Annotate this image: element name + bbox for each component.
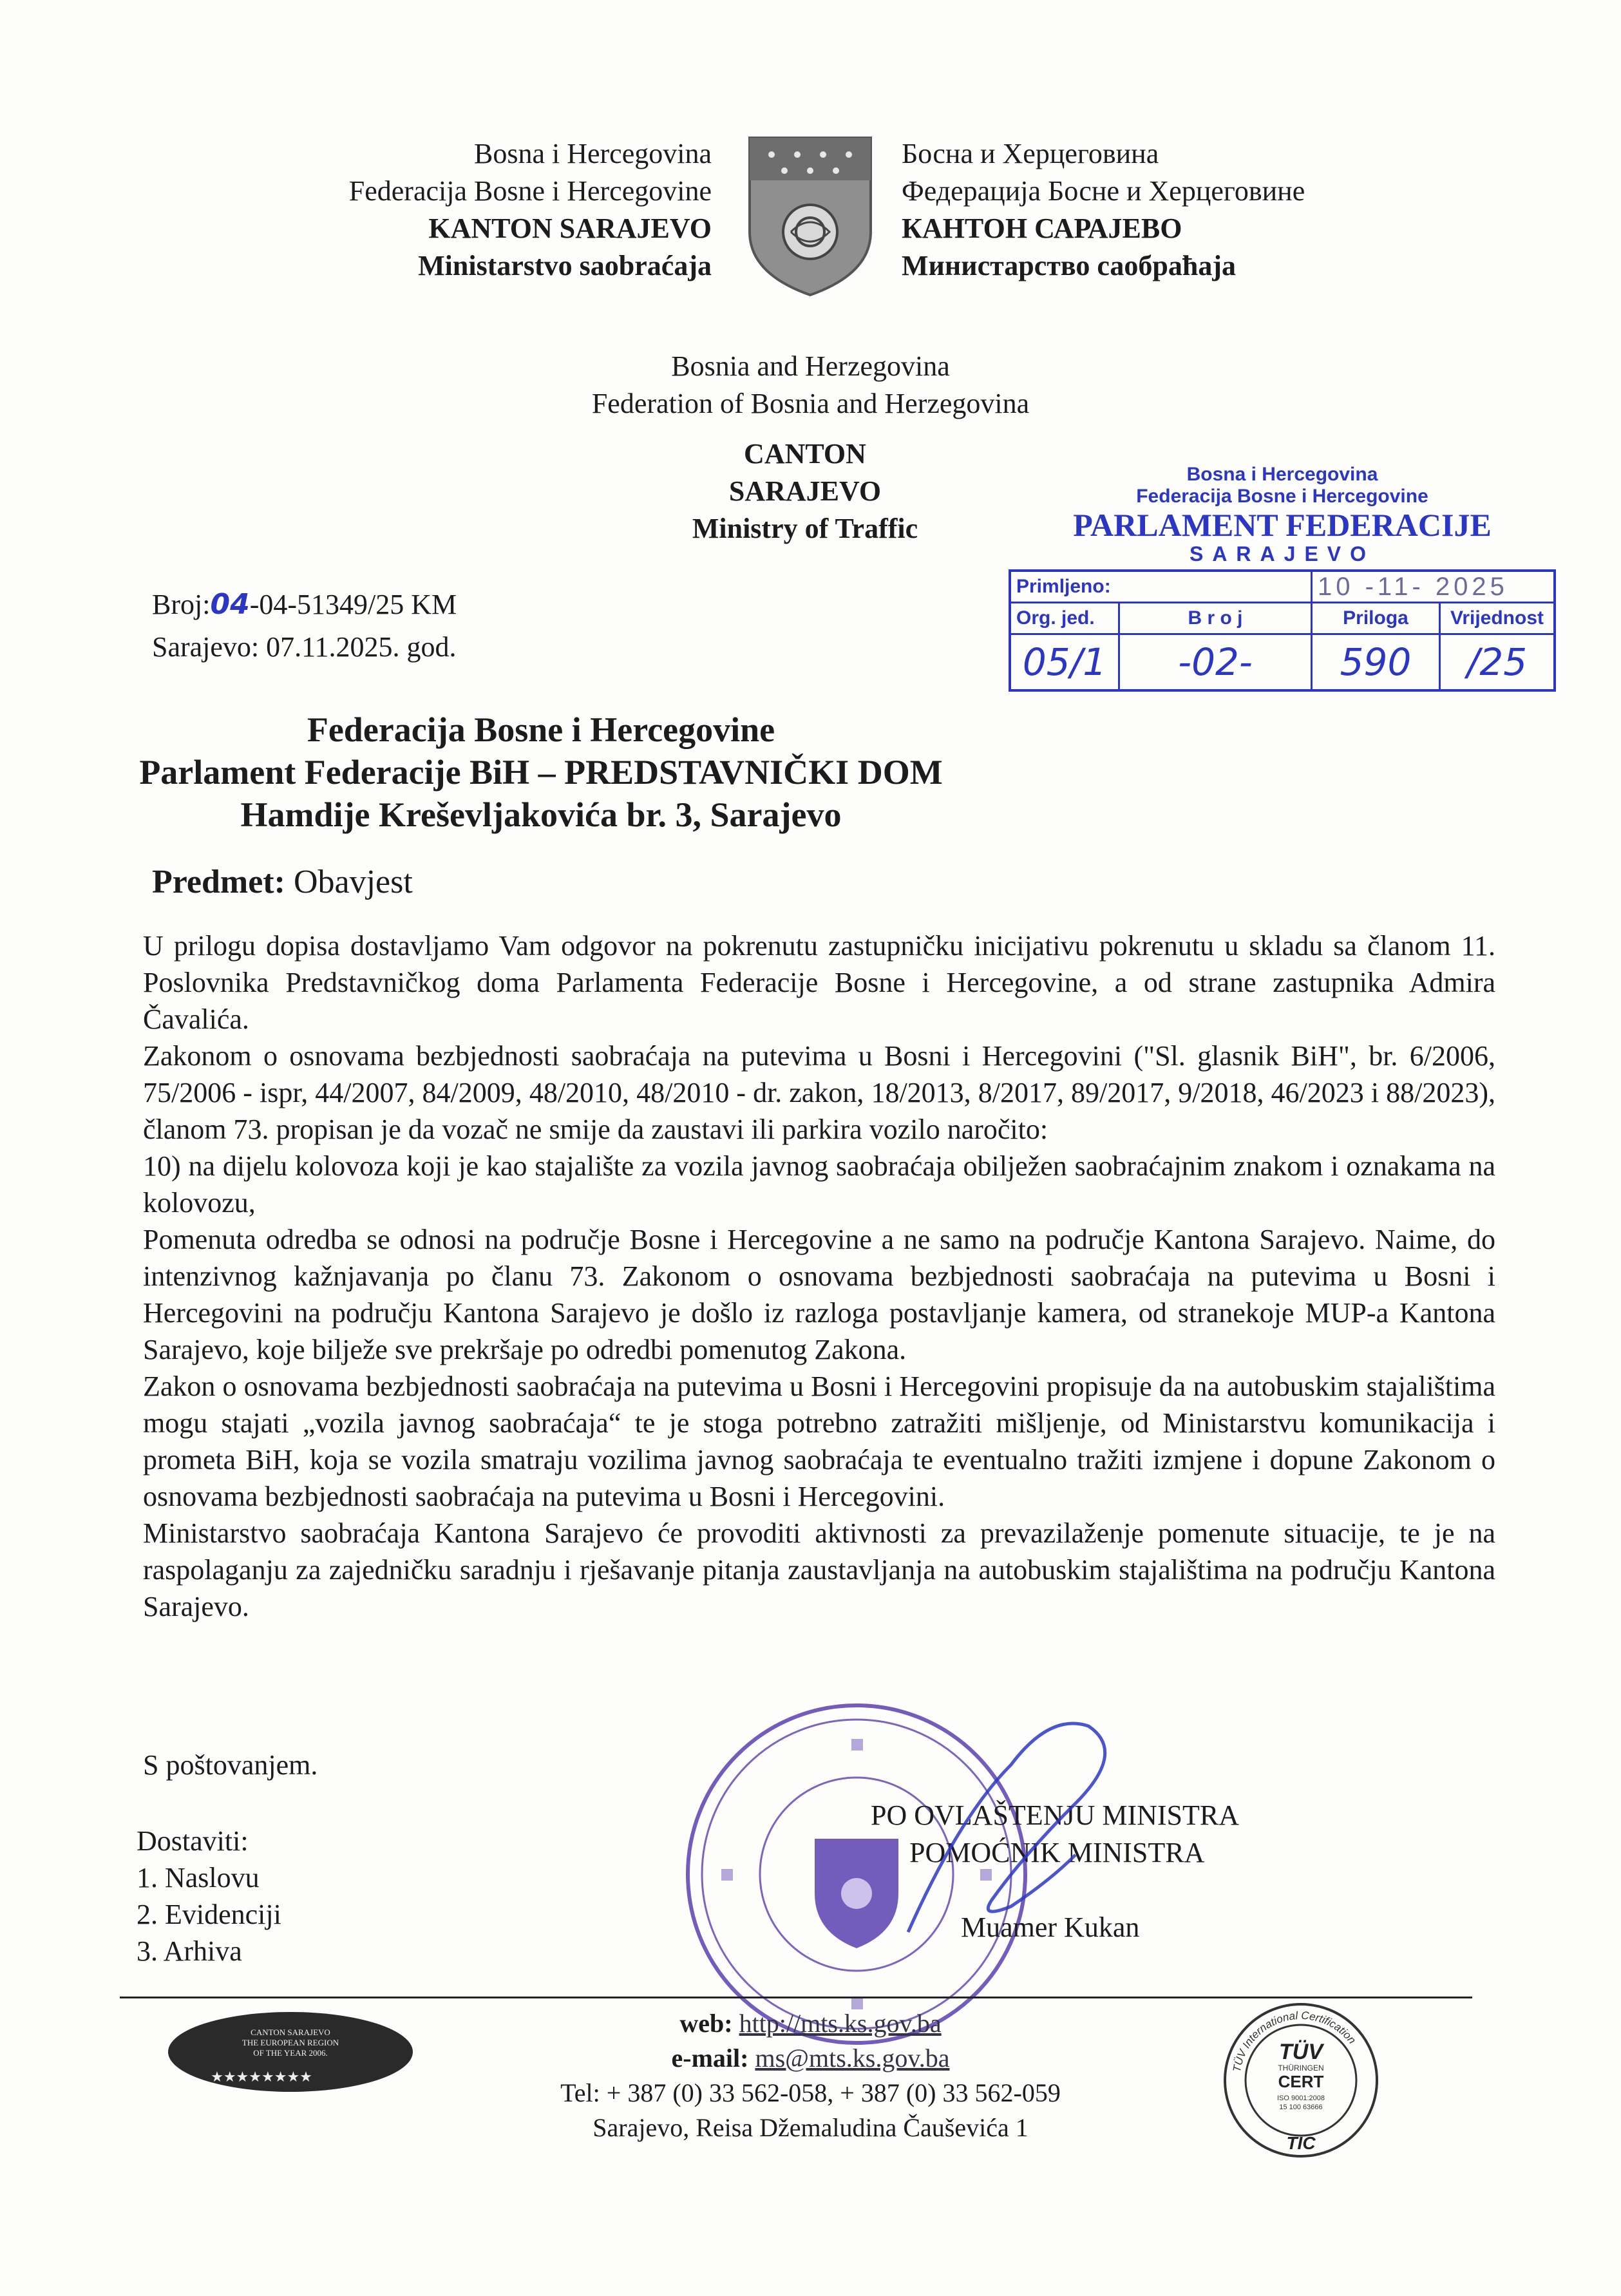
subject-text: Obavjest <box>293 864 413 900</box>
svg-text:★★★★★★★★: ★★★★★★★★ <box>211 2069 312 2085</box>
signature-name: Muamer Kukan <box>961 1912 1140 1943</box>
badge-left-line-1: CANTON SARAJEVO <box>251 2027 330 2037</box>
header-right-line-2: Федерација Босне и Херцеговине <box>902 175 1305 207</box>
letter-body <box>143 927 1495 1625</box>
badge-right-ring: TÜV International Certification <box>1230 2009 1359 2073</box>
signature-scribble-icon <box>882 1687 1153 1958</box>
addressee-line-2: Parlament Federacije BiH – PREDSTAVNIČKI DOM <box>139 753 943 792</box>
header-left-line-4: Ministarstvo saobraćaja <box>418 250 712 281</box>
stamp-table <box>1009 569 1556 692</box>
reference-date: Sarajevo: 07.11.2025. god. <box>152 631 457 663</box>
addressee-line-1: Federacija Bosne i Hercegovine <box>307 710 775 749</box>
body-paragraph-2: Zakonom o osnovama bezbjednosti saobraćaja na putevima u Bosni i Hercegovini ("Sl. glasnik BiH", br. 6/2006, 75/2006 - ispr, 44/2007, 84/2009, 48/2010, 48/2010 - dr. zakon, 18/2013, 8/2017, 89/2017, 9/2018, 46/2023 i 88/2023), članom 73. propisan je da vozač ne smije da zaustavi ili parkira vozilo naročito: <box>143 1040 1495 1145</box>
stamp-val-priloga: 590 <box>1312 634 1440 691</box>
header-right-line-4: Министарство саобраћаја <box>902 250 1236 281</box>
header-center <box>0 348 1621 422</box>
footer-email-link[interactable]: ms@mts.ks.gov.ba <box>755 2044 950 2073</box>
body-paragraph-6: Ministarstvo saobraćaja Kantona Sarajevo će provoditi aktivnosti za prevazilaženje pomenute situacije, te je na raspolaganju za zajedničku saradnju i rješavanje pitanja zaustavljanja na autobuskim stajalištima na području Kantona Sarajevo. <box>143 1517 1495 1622</box>
badge-right-iso-1: ISO 9001:2008 <box>1276 2094 1325 2102</box>
reference-number <box>152 583 457 626</box>
broj-handwritten: 04 <box>210 588 250 621</box>
header-center-bold-line-2: Ministry of Traffic <box>692 513 918 544</box>
stamp-val-vrijednost: /25 <box>1440 634 1555 691</box>
body-paragraph-5: Zakon o osnovama bezbjednosti saobraćaja na putevima u Bosni i Hercegovini propisuje da na autobuskim stajalištima mogu stajati „vozila javnog saobraćaja“ te je stoga potrebno zatražiti mišljenje, od Ministarstvu komunikacija i prometa BiH, koja se vozila smatraju vozilima javnog saobraćaja te eventualno tražiti izmjene i dopune Zakonom o osnovama bezbjednosti saobraćaja na putevima u Bosni i Hercegovini. <box>143 1371 1495 1512</box>
stamp-received-date: 10 -11- 2025 <box>1312 571 1555 603</box>
reference-block <box>152 583 457 669</box>
subject-label: Predmet: <box>152 864 285 900</box>
badge-left-line-3: OF THE YEAR 2006. <box>253 2048 328 2058</box>
stamp-line-3: PARLAMENT FEDERACIJE <box>1073 507 1492 543</box>
stamp-val-broj: -02- <box>1119 634 1312 691</box>
footer-web-label: web: <box>679 2009 733 2038</box>
closing: S poštovanjem. <box>143 1749 318 1781</box>
header-left-line-3: KANTON SARAJEVO <box>428 213 712 244</box>
stamp-val-org: 05/1 <box>1010 634 1119 691</box>
broj-label: Broj: <box>152 589 211 620</box>
stamp-col-org: Org. jed. <box>1010 603 1119 634</box>
stamp-col-priloga: Priloga <box>1312 603 1440 634</box>
badge-left-line-2: THE EUROPEAN REGION <box>242 2038 339 2047</box>
footer-divider <box>120 1997 1472 1998</box>
header-right-line-3: КАНТОН САРАЈЕВО <box>902 213 1182 244</box>
header-right <box>902 135 1305 285</box>
stamp-line-1: Bosna i Hercegovina <box>1186 464 1378 485</box>
stamp-line-2: Federacija Bosne i Hercegovine <box>1136 486 1428 507</box>
badge-right-sub: THÜRINGEN <box>1278 2064 1324 2073</box>
distribution-item-1: 1. Naslovu <box>137 1862 260 1893</box>
badge-right-brand: TÜV <box>1279 2040 1323 2064</box>
distribution-block <box>137 1823 281 1969</box>
header-center-line-2: Federation of Bosnia and Herzegovina <box>591 388 1030 419</box>
signature-line-1: PO OVLAŠTENJU MINISTRA <box>871 1799 1240 1831</box>
addressee-block <box>97 708 985 836</box>
header-center-line-1: Bosnia and Herzegovina <box>671 350 950 382</box>
header-right-line-1: Босна и Херцеговина <box>902 138 1159 169</box>
distribution-item-3: 3. Arhiva <box>137 1935 242 1967</box>
footer-tel: Tel: + 387 (0) 33 562-058, + 387 (0) 33 562-059 <box>560 2078 1061 2107</box>
header-center-bold-line-1: CANTON SARAJEVO <box>728 438 882 507</box>
received-stamp <box>1009 464 1556 692</box>
canton-crest-icon <box>746 135 875 298</box>
stamp-col-broj: B r o j <box>1119 603 1312 634</box>
badge-right-tic: TIC <box>1286 2133 1316 2153</box>
header-center-bold <box>670 435 940 547</box>
broj-rest: -04-51349/25 KM <box>249 589 457 620</box>
footer-email-label: e-mail: <box>671 2044 749 2073</box>
signature-line-2: POMOĆNIK MINISTRA <box>909 1837 1205 1868</box>
footer-address: Sarajevo, Reisa Džemaludina Čauševića 1 <box>592 2113 1029 2142</box>
body-paragraph-4: Pomenuta odredba se odnosi na područje Bosne i Hercegovine a ne samo na područje Kantona Sarajevo. Naime, do intenzivnog kažnjavanja po članu 73. Zakonom o osnovama bezbjednosti saobraćaja na putevima u Bosni i Hercegovini na području Kantona Sarajevo je došlo iz razloga postavljanje kamera, od stranekoje MUP-a Kantona Sarajevo, koje bilježe sve prekršaje po odredbi pomenutog Zakona. <box>143 1224 1495 1365</box>
stamp-col-vrijednost: Vrijednost <box>1440 603 1555 634</box>
distribution-title: Dostaviti: <box>137 1825 249 1857</box>
body-paragraph-3: 10) na dijelu kolovoza koji je kao stajalište za vozila javnog saobraćaja obilježen saobraćajnim znakom i oznakama na kolovozu, <box>143 1150 1495 1219</box>
badge-right-iso-2: 15 100 63666 <box>1279 2103 1323 2111</box>
subject-line <box>152 863 413 901</box>
tuv-certification-badge-icon <box>1220 2000 1381 2161</box>
badge-right-cert: CERT <box>1278 2072 1324 2091</box>
header-left-line-2: Federacija Bosne i Hercegovine <box>348 175 712 207</box>
distribution-item-2: 2. Evidenciji <box>137 1899 281 1930</box>
addressee-line-3: Hamdije Kreševljakovića br. 3, Sarajevo <box>240 795 842 834</box>
stamp-received-label: Primljeno: <box>1010 571 1312 603</box>
header-left-line-1: Bosna i Hercegovina <box>474 138 712 169</box>
body-paragraph-1: U prilogu dopisa dostavljamo Vam odgovor na pokrenutu zastupničku inicijativu pokrenutu u skladu sa članom 11. Poslovnika Predstavničkog doma Parlamenta Federacije Bosne i Hercegovine, a od strane zastupnika Admira Čavalića. <box>143 930 1495 1035</box>
header-left <box>349 135 712 285</box>
footer-web-link[interactable]: http://mts.ks.gov.ba <box>739 2009 942 2038</box>
stamp-line-4: SARAJEVO <box>1189 542 1376 565</box>
